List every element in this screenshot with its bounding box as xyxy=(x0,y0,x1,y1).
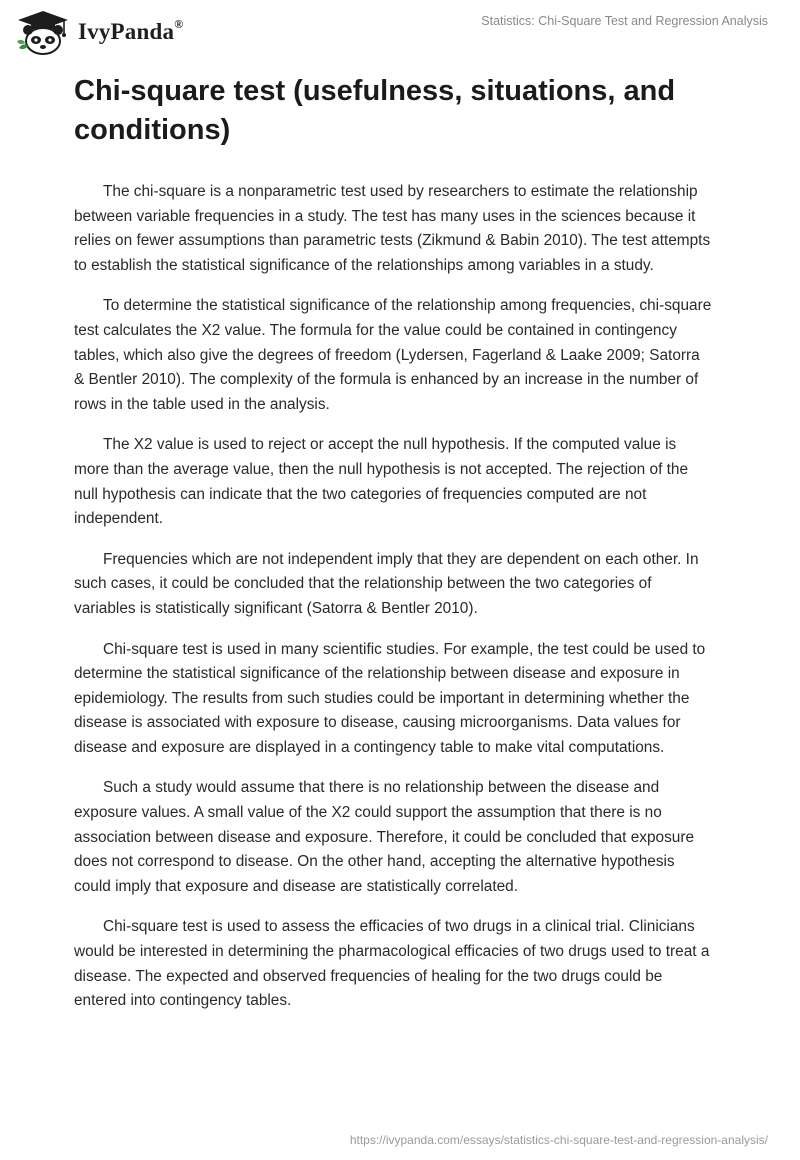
paragraph-7: Chi-square test is used to assess the efficacies of two drugs in a clinical trial. Clinicians would be interested in determining the pharmacological efficacies of two drugs used to treat a disease. The expected and observed frequencies of healing for the two drugs could be entered into contingency tables. xyxy=(74,918,710,1010)
brand-logo[interactable] xyxy=(14,8,183,56)
page-header xyxy=(0,0,800,64)
paragraph-3: The X2 value is used to reject or accept the null hypothesis. If the computed value is more than the average value, then the null hypothesis is not accepted. The rejection of the null hypothesis can indicate that the two categories of frequencies computed are not independent. xyxy=(74,436,689,528)
paragraph-6: Such a study would assume that there is no relationship between the disease and exposure values. A small value of the X2 could support the assumption that there is no association between disease and exposure. Therefore, it could be concluded that exposure does not correspond to disease. On the other hand, accepting the alternative hypothesis could imply that exposure and disease are statistically correlated. xyxy=(74,779,695,895)
paragraph-5: Chi-square test is used in many scientific studies. For example, the test could be used to determine the statistical significance of the relationship between disease and exposure in epidemiology. The results from such studies could be important in determining whether the disease is associated with exposure to disease, causing microorganisms. Data values for disease and exposure are displayed in a contingency table to make vital computations. xyxy=(74,640,706,756)
brand-name: IvyPanda® xyxy=(78,17,184,44)
panda-graduate-icon xyxy=(14,8,72,56)
paragraph-1: The chi-square is a nonparametric test used by researchers to estimate the relationship between variable frequencies in a study. The test has many uses in the sciences because it relies on fewer assumptions than parametric tests (Zikmund & Babin 2010). The test attempts to establish the statistical significance of the relationships among variables in a study. xyxy=(74,183,711,274)
document-title: Statistics: Chi-Square Test and Regression Analysis xyxy=(481,14,768,28)
article-body xyxy=(74,72,714,1030)
paragraph-2: To determine the statistical significance of the relationship among frequencies, chi-square test calculates the X2 value. The formula for the value could be contained in contingency tables, which also give the degrees of freedom (Lydersen, Fagerland & Laake 2009; Satorra & Bentler 2010). The complexity of the formula is enhanced by an increase in the number of rows in the table used in the analysis. xyxy=(74,297,712,413)
paragraph-4: Frequencies which are not independent imply that they are dependent on each other. In such cases, it could be concluded that the relationship between the two categories of variables is statistically significant (Satorra & Bentler 2010). xyxy=(74,550,699,617)
source-url[interactable]: https://ivypanda.com/essays/statistics-chi-square-test-and-regression-analysis/ xyxy=(349,1133,768,1147)
article-heading: Chi-square test (usefulness, situations, and conditions) xyxy=(74,75,676,146)
